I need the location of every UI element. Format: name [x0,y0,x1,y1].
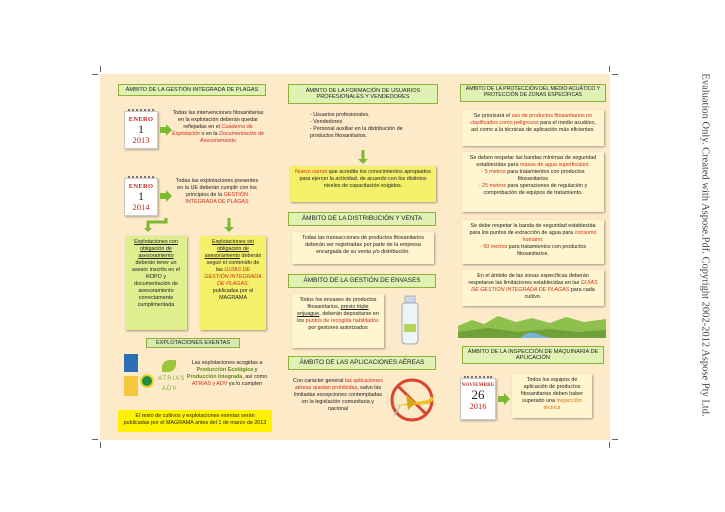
text-part: para cada cultivo. [524,287,595,301]
card-zonas-especificas [462,270,604,306]
text-part: para tratamientos con productos fitosanitarios [505,169,585,183]
crop-mark [100,66,101,72]
crop-mark [612,74,618,75]
header-inspeccion [462,346,604,364]
logos [124,354,184,404]
text-part: para el medio acuático, así como a la técnicas de aplicación más eficientes. [471,120,596,134]
watermark-text: Evaluation Only. Created with Aspose.Pdf. Copyright 2002-2012 Aspose Pty Ltd. [699,73,711,417]
crop-mark [92,439,98,440]
text-part: para tratamientos con productos fitosanitarios. [507,244,587,258]
bottle-icon [396,294,424,346]
calendar-day: 1 [138,122,144,136]
header-aplicaciones-aereas [288,356,436,370]
text-part: y [253,367,258,374]
header-text: ÁMBITO DE LA INSPECCIÓN DE MAQUINARIA DE APLICACIÓN [467,348,599,361]
text-part: Todas las transacciones de productos fitosanitarios deberán ser registradas por parte de la empresa encargada de su venta y/o distribución. [302,235,424,256]
arrow-down-icon [222,218,236,232]
text-part: Documentación de Asesoramiento [200,131,265,145]
card-bandas-seguridad [462,152,604,212]
crop-mark [609,442,610,448]
text-part: Se deben respetar las bandas mínimas de seguridad establecidas para [469,155,597,169]
text-principios [174,178,260,206]
crop-mark [100,442,101,448]
text-part: GESTIÓN INTEGRADA DE PLAGAS [185,192,249,206]
list-usuarios [310,112,406,140]
text-part: Explotaciones con obligación de asesoramiento [134,239,178,260]
text-part: Todas las intervenciones fitosanitarias en la explotación deberán quedar reflejadas en el [172,110,264,131]
header-medio-acuatico [460,84,606,102]
text-part: Producción Ecológica [196,367,254,374]
calendar-month: NOVIEMBRE [461,383,495,388]
text-part: Todos los envases de productos fitosanitarios, [299,297,377,311]
prohibited-plane-icon [386,376,438,424]
header-text: EXPLOTACIONES EXENTAS [155,339,231,346]
crop-mark [609,66,610,72]
text-aplicaciones-aereas [292,378,384,413]
calendar-rings [128,109,154,114]
text-intervenciones [172,110,264,145]
text-part: En el ámbito de las zonas específicas deberán respetarse las limitaciones establecidas en las [468,273,589,287]
text-exentas [186,360,268,388]
text-part: por gestores autorizados [308,325,368,332]
text-part: El resto de cultivos y explotaciones exentas serán publicadas por el MAGRAMA antes del 1 de marzo de 2013 [123,413,267,427]
card-con-asesoramiento [125,236,187,330]
card-distribucion [292,232,434,264]
crop-mark [612,439,618,440]
text-part: o en la [199,131,220,138]
text-part: - 5 metros [481,169,506,176]
arrow-right-icon [498,393,510,405]
text-part: , salvo las limitadas excepciones contempladas en la legislación comunitaria y nacional [294,385,382,413]
list-item: - Usuarios profesionales. [310,112,370,118]
text-part: las aplicaciones aéreas quedan prohibidas [294,378,383,392]
text-part: Con carácter general [293,378,345,384]
list-item: - Vendedores [310,119,343,126]
text-part: inspección técnica [543,398,582,412]
card-nuevo-carnet [290,166,436,202]
text-part: Explotaciones sin obligación de asesoramiento [204,239,254,260]
arrow-down-icon [144,218,170,232]
text-part: Todos los equipos de aplicación de productos fitosanitarios deben haber superado una [520,377,584,405]
text-part: , así como [242,374,268,381]
card-inspeccion [512,374,592,418]
text-part: Cuaderno de Explotación [172,124,253,138]
calendar-day: 1 [138,189,144,203]
landscape-illustration [458,310,606,338]
header-distribucion [288,212,436,226]
text-part: ya lo cumplen [227,381,263,388]
text-part: deberán tener un asesor inscrito en el ROPO y documentación de asesoramiento correctamente cumplimentada [132,260,180,309]
header-text: ÁMBITO DE LAS APLICACIONES AÉREAS [299,359,425,367]
text-part: que acredite los conocimientos apropiados para ejercer la actividad, de acuerdo con los distintos niveles de capacitación exigidos. [299,169,431,190]
text-part: Producción Integrada [186,374,243,381]
header-envases [288,274,436,288]
arrow-right-icon [160,190,172,202]
calendar-year: 2016 [469,401,487,411]
text-part: masas de agua superficiales [519,162,589,169]
text-part: previo triple enjuague [297,304,369,318]
header-text: ÁMBITO DE LA GESTIÓN DE ENVASES [303,277,421,285]
header-explotaciones-exentas [146,338,240,348]
calendar-day: 26 [471,387,485,402]
logo-produccion-integrada [124,376,138,396]
calendar-year: 2014 [132,202,150,212]
header-formacion [288,84,438,104]
calendar-year: 2013 [132,135,150,145]
text-part: Se priorizará el [473,113,512,119]
logo-leaf [162,360,176,372]
calendar-rings [464,376,492,381]
card-productos [462,110,604,146]
calendar-2016 [460,378,496,420]
text-part: : [541,237,544,244]
calendar-rings [128,176,154,181]
text-part: consumo humano [522,230,597,244]
arrow-right-icon [160,124,172,136]
text-part: : [588,162,590,169]
header-text: ÁMBITO DE LA DISTRIBUCIÓN Y VENTA [301,215,423,223]
calendar-2013 [124,111,158,149]
yellow-note [118,410,272,432]
text-part: puntos de recogida habilitados [305,318,379,325]
text-part: ATRIAS y ADV [191,381,228,388]
crop-mark [92,74,98,75]
text-part: Las explotaciones acogidas a [191,360,263,366]
header-text: ÁMBITO DE LA FORMACIÓN DE USUARIOS PROFESIONALES Y VENDEDORES [305,87,421,100]
calendar-2014 [124,178,158,216]
card-consumo-humano [462,220,604,264]
calendar-month: ENERO [128,116,154,123]
text-part: GUÍAS DE GESTIÓN INTEGRADA DE PLAGAS, [204,267,262,288]
text-part: Se debe respetar la banda de seguridad establecida para los puntos de extracción de agua para [469,223,596,237]
text-part: Nuevo carnet [295,169,328,175]
text-part: - 50 metros [479,244,508,251]
header-gestion-integrada [118,84,266,96]
arrow-down-icon [356,150,370,164]
text-part: uso de productos fitosanitarios no clasificados como peligrosos [470,113,593,127]
watermark [690,10,720,480]
text-part: - 25 metros [478,183,507,190]
header-text: ÁMBITO DE LA GESTIÓN INTEGRADA DE PLAGAS [125,86,259,93]
text-part: , deberán depositarse en los [297,311,379,325]
text-part: para operaciones de regulación y comprobación de equipos de tratamiento. [483,183,588,197]
text-part: deberán seguir el contenido de las [206,253,262,274]
card-sin-asesoramiento [200,236,266,330]
card-envases [292,294,384,348]
logo-atrias: ATRIAS [158,376,186,382]
text-part: publicadas por el MAGRAMA [212,288,254,302]
logo-atrias-circle [140,374,154,388]
list-item: - Personal auxiliar en la distribución de productos fitosanitarios. [310,126,403,140]
text-part: Todas las explotaciones presentes en la UE deberán cumplir con los principios de la [175,178,259,199]
calendar-month: ENERO [128,183,154,190]
header-text: ÁMBITO DE LA PROTECCIÓN DEL MEDIO ACUÁTICO Y PROTECCIÓN DE ZONAS ESPECÍFICAS [465,86,601,98]
logo-adv: ADV [162,386,178,392]
logo-produccion-ecologica [124,354,138,372]
text-part: GUÍAS DE GESTIÓN INTEGRADA DE PLAGAS [471,280,598,294]
